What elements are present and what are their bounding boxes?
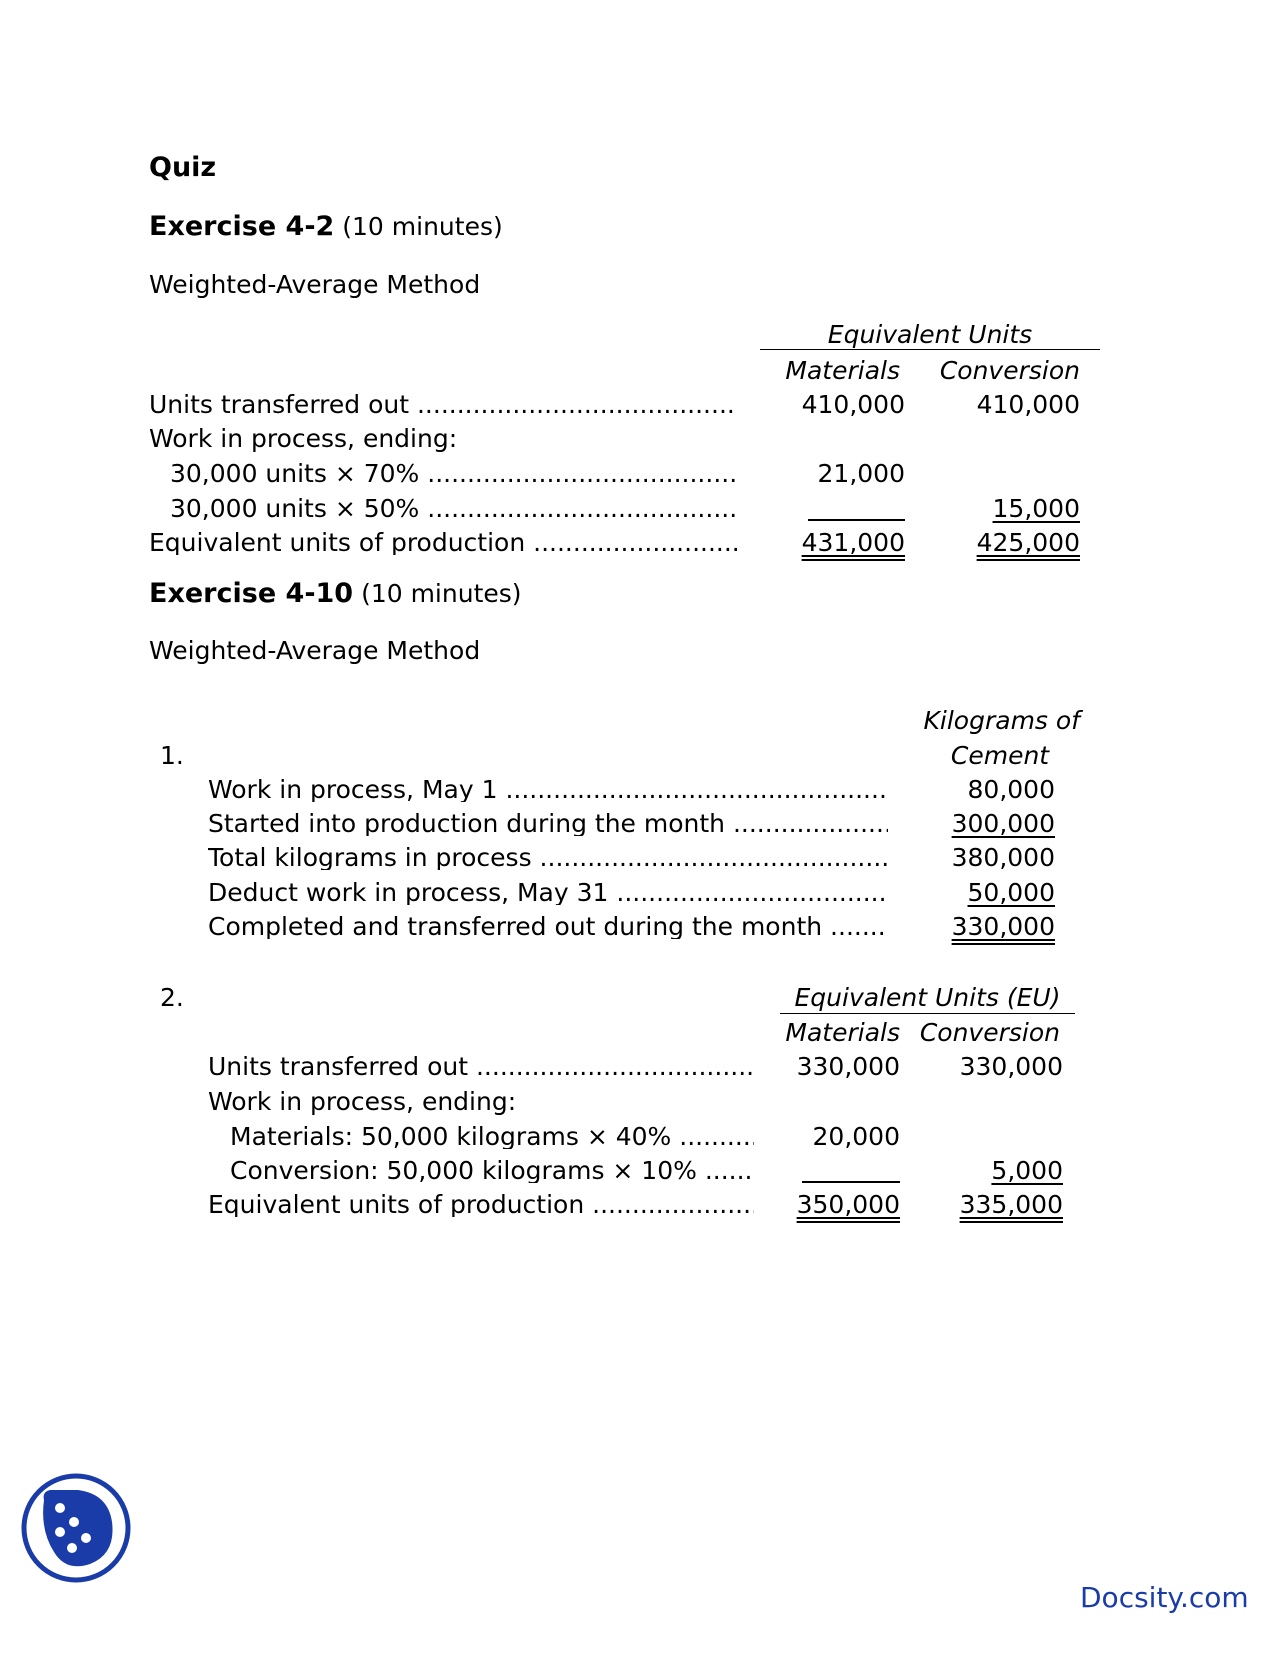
header-rule <box>760 349 1100 350</box>
equivalent-units-header: Equivalent Units <box>827 320 1033 349</box>
conversion-value: 330,000 <box>959 1052 1063 1081</box>
exercise-time: (10 minutes) <box>361 579 522 608</box>
blank-underline <box>802 1181 900 1183</box>
row-label: Units transferred out ..... <box>208 1054 754 1079</box>
docsity-logo-icon[interactable] <box>20 1472 132 1584</box>
row-label: Equivalent units of production ..... <box>208 1192 754 1217</box>
part-number: 1. <box>160 741 184 770</box>
materials-total: 350,000 <box>796 1190 900 1219</box>
exercise-title: Exercise 4-2 <box>149 211 335 242</box>
conversion-total: 335,000 <box>959 1190 1063 1219</box>
materials-value: 410,000 <box>801 390 905 419</box>
conversion-total: 425,000 <box>976 528 1080 557</box>
row-label: Materials: 50,000 kilograms × 40% ..... <box>230 1124 754 1149</box>
conversion-value: 15,000 <box>992 494 1080 523</box>
exercise-4-10-heading <box>149 580 522 607</box>
row-label: Work in process, May 1 ..... <box>208 777 888 802</box>
materials-value: 20,000 <box>812 1122 900 1151</box>
kilograms-value: 300,000 <box>951 809 1055 838</box>
row-label: Units transferred out ..... <box>149 392 737 417</box>
materials-value: 330,000 <box>796 1052 900 1081</box>
row-label: Deduct work in process, May 31 ..... <box>208 880 888 905</box>
cement-col-header: Cement <box>950 741 1050 770</box>
row-label: Completed and transferred out during the month ..... <box>208 914 888 939</box>
row-label: Total kilograms in process ..... <box>208 845 888 870</box>
conversion-col-header: Conversion <box>919 1018 1060 1047</box>
equivalent-units-eu-header: Equivalent Units (EU) <box>794 983 1061 1012</box>
method-label: Weighted-Average Method <box>149 270 481 299</box>
row-label: 30,000 units × 70% ..... <box>170 461 737 486</box>
materials-col-header: Materials <box>785 1018 900 1047</box>
exercise-title: Exercise 4-10 <box>149 578 354 609</box>
kilograms-value: 50,000 <box>967 878 1055 907</box>
kilograms-col-header: Kilograms of <box>923 706 1080 735</box>
exercise-4-2-heading <box>149 213 503 240</box>
kilograms-total: 330,000 <box>951 912 1055 941</box>
exercise-time: (10 minutes) <box>342 212 503 241</box>
row-label: Work in process, ending: <box>149 424 458 453</box>
kilograms-value: 80,000 <box>967 775 1055 804</box>
conversion-value: 5,000 <box>991 1156 1063 1185</box>
conversion-col-header: Conversion <box>939 356 1080 385</box>
docsity-link[interactable]: Docsity.com <box>1080 1581 1249 1614</box>
method-label: Weighted-Average Method <box>149 636 481 665</box>
materials-col-header: Materials <box>785 356 900 385</box>
materials-total: 431,000 <box>801 528 905 557</box>
kilograms-value: 380,000 <box>951 843 1055 872</box>
row-label: Started into production during the month ..... <box>208 811 888 836</box>
row-label: Equivalent units of production ..... <box>149 530 737 555</box>
header-rule <box>780 1013 1075 1014</box>
conversion-value: 410,000 <box>976 390 1080 419</box>
row-label: 30,000 units × 50% ..... <box>170 496 737 521</box>
blank-underline <box>808 519 905 521</box>
materials-value: 21,000 <box>817 459 905 488</box>
quiz-title: Quiz <box>149 152 217 183</box>
row-label: Conversion: 50,000 kilograms × 10% ..... <box>230 1158 754 1183</box>
row-label: Work in process, ending: <box>208 1087 517 1116</box>
part-number: 2. <box>160 983 184 1012</box>
